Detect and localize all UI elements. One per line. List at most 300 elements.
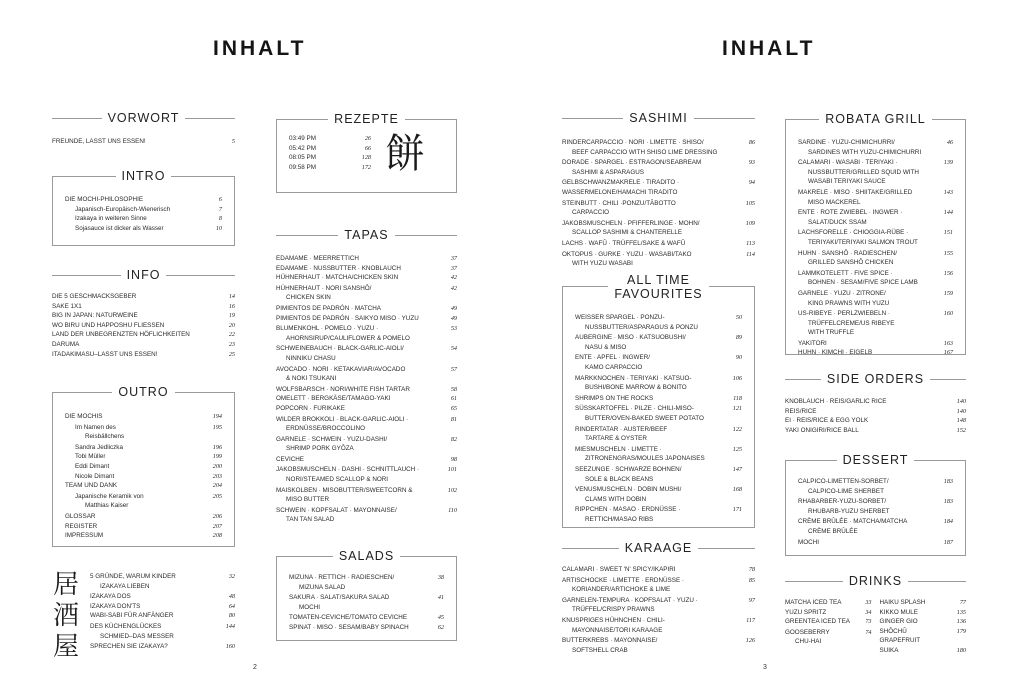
toc-entry-page-number: 42 xyxy=(450,284,457,292)
toc-entry-page-number: 64 xyxy=(228,602,235,610)
toc-entry[interactable] xyxy=(562,178,755,188)
toc-entry[interactable] xyxy=(562,239,755,249)
toc-entry-label-continued: BUTTER/OVEN-BAKED SWEET POTATO xyxy=(585,414,704,422)
right-page xyxy=(510,0,1020,689)
toc-entry-page-number: 5 xyxy=(231,138,235,145)
section-heading: SIDE ORDERS xyxy=(785,370,966,388)
toc-entry-label: MOCHI xyxy=(798,538,819,546)
toc-entry-page-number: 110 xyxy=(448,506,457,514)
toc-entry-page-number: 94 xyxy=(748,179,755,187)
toc-entry-label: 08:05 PM xyxy=(289,154,316,162)
page-number: 2 xyxy=(253,664,257,671)
toc-entry[interactable] xyxy=(276,314,457,324)
toc-entry-page-number: 151 xyxy=(943,229,953,237)
toc-entry-page-number: 179 xyxy=(956,627,966,635)
toc-entry-label-continued: KAMO CARPACCIO xyxy=(585,363,643,371)
toc-entry-page-number: 172 xyxy=(361,163,371,171)
toc-entry[interactable] xyxy=(575,465,742,484)
toc-entry-page-number: 46 xyxy=(946,139,953,146)
toc-entry-label: SAKURA · SALAT/SAKURA SALAD MOCHI xyxy=(289,593,430,612)
toc-entry-page-number: 194 xyxy=(212,413,222,420)
toc-entry-label: REIS/RICE xyxy=(785,407,817,415)
toc-entry[interactable] xyxy=(880,646,967,656)
toc-entry[interactable] xyxy=(785,598,872,608)
toc-list xyxy=(90,572,235,663)
toc-entry-label: DIE 5 GESCHMACKSGEBER xyxy=(52,293,137,300)
toc-entry-label-continued: CRÈME BRÛLÉE xyxy=(808,527,858,535)
toc-entry-page-number: 168 xyxy=(732,486,742,494)
toc-entry-page-number: 78 xyxy=(748,566,755,573)
toc-entry[interactable] xyxy=(90,602,235,612)
toc-entry-page-number: 58 xyxy=(450,385,457,393)
toc-entry-label-continued: CALPICO-LIME SHERBET xyxy=(808,487,884,495)
toc-entry-label: GREENTEA ICED TEA xyxy=(785,618,850,626)
toc-entry[interactable] xyxy=(52,330,235,340)
section-salads xyxy=(276,549,457,641)
toc-entry[interactable] xyxy=(575,353,742,372)
toc-entry[interactable] xyxy=(65,195,222,205)
toc-entry-label-continued: AHORNSIRUP/CAULIFLOWER & POMELO xyxy=(286,334,410,342)
toc-entry-label-continued: TRÜFFEL/CRISPY PRAWNS xyxy=(572,606,655,614)
toc-entry-label: SPINAT · MISO · SESAM/BABY SPINACH xyxy=(289,623,409,631)
toc-entry[interactable] xyxy=(798,339,953,349)
toc-list xyxy=(798,138,953,358)
toc-entry[interactable] xyxy=(90,642,235,652)
toc-entry-label-continued: SARDINES WITH YUZU-CHIMICHURRI xyxy=(808,148,922,156)
toc-entry[interactable] xyxy=(276,344,457,363)
toc-entry[interactable] xyxy=(276,264,457,274)
page-title: INHALT xyxy=(213,37,307,60)
toc-entry-page-number: 85 xyxy=(748,576,755,584)
toc-entry[interactable] xyxy=(52,350,235,360)
toc-entry[interactable] xyxy=(798,208,953,227)
toc-entry[interactable] xyxy=(276,415,457,434)
toc-entry-page-number: 199 xyxy=(212,453,222,461)
toc-entry[interactable] xyxy=(575,445,742,464)
toc-entry-label-continued: CARPACCIO xyxy=(572,209,609,217)
section-heading: VORWORT xyxy=(52,109,235,127)
toc-entry[interactable] xyxy=(65,472,222,482)
toc-entry-page-number: 196 xyxy=(212,443,222,451)
toc-entry-label: DORADE · SPARGEL · ESTRAGON/SEABREAM SASHIMI & ASPARAGUS xyxy=(562,158,741,177)
toc-entry[interactable] xyxy=(65,205,222,215)
section-karaage xyxy=(562,539,755,655)
toc-entry-label: TOMATEN-CEVICHE/TOMATO CEVICHE xyxy=(289,614,408,622)
toc-entry-label: AVOCADO · NORI · KETAKAVIAR/AVOCADO & NOKI TSUKANI xyxy=(276,365,443,384)
toc-entry-page-number: 171 xyxy=(732,506,742,514)
toc-entry-label-continued: MOCHI xyxy=(299,603,320,611)
toc-entry-label-continued: NINNIKU CHASU xyxy=(286,354,336,362)
section-heading: ALL TIME FAVOURITES xyxy=(575,273,742,303)
toc-entry[interactable] xyxy=(289,153,371,163)
toc-entry-label: EDAMAME · NUSSBUTTER · KNOBLAUCH xyxy=(276,264,401,272)
toc-entry-page-number: 140 xyxy=(956,398,966,405)
toc-entry[interactable] xyxy=(289,613,444,623)
toc-entry[interactable] xyxy=(65,443,222,453)
toc-entry[interactable] xyxy=(65,423,222,442)
toc-entry-label: DES KÜCHENGLÜCKES SCHMIED–DAS MESSER xyxy=(90,622,221,641)
page-title: INHALT xyxy=(722,37,816,60)
toc-entry[interactable] xyxy=(798,497,953,516)
toc-entry[interactable] xyxy=(276,404,457,414)
toc-entry[interactable] xyxy=(289,134,371,144)
toc-entry-label-continued: KORIANDER/ARTICHOKE & LIME xyxy=(572,586,671,594)
toc-entry[interactable] xyxy=(52,311,235,321)
toc-entry-page-number: 57 xyxy=(450,365,457,373)
toc-entry[interactable] xyxy=(798,477,953,496)
toc-entry-label-continued: SCALLOP SASHIMI & CHANTERELLE xyxy=(572,229,683,237)
toc-entry[interactable] xyxy=(562,636,755,655)
section-robata-grill xyxy=(785,112,966,357)
section-intro xyxy=(52,169,235,246)
section-heading: ROBATA GRILL xyxy=(798,110,953,128)
toc-entry-page-number: 113 xyxy=(746,239,755,247)
toc-entry[interactable] xyxy=(880,608,967,618)
izakaya-kanji: 居 酒 屋 xyxy=(52,570,79,662)
toc-entry[interactable] xyxy=(52,302,235,312)
toc-entry[interactable] xyxy=(276,254,457,264)
toc-entry[interactable] xyxy=(52,292,235,302)
toc-entry[interactable] xyxy=(575,485,742,504)
toc-entry-label: GARNELEN-TEMPURA · KOPFSALAT · YUZU · TRÜFFEL/CRISPY PRAWNS xyxy=(562,596,741,615)
toc-entry-label-continued: CHICKEN SKIN xyxy=(286,294,331,302)
toc-entry-label: RINDERTATAR · AUSTER/BEEF TARTARE & OYSTER xyxy=(575,425,728,444)
toc-entry-label: MIESMUSCHELN · LIMETTE · ZITRONENGRAS/MOULES JAPONAISES xyxy=(575,445,728,464)
toc-entry[interactable] xyxy=(289,573,444,592)
toc-entry[interactable] xyxy=(289,163,371,173)
toc-entry-page-number: 118 xyxy=(733,394,742,402)
toc-entry-page-number: 37 xyxy=(450,255,457,262)
toc-entry-label: CEVICHE xyxy=(276,455,304,463)
toc-entry-page-number: 156 xyxy=(943,269,953,277)
toc-entry-label: GINGER GIO xyxy=(879,618,918,626)
toc-entry-page-number: 20 xyxy=(228,321,235,329)
section-heading: INFO xyxy=(52,266,235,284)
toc-entry-label: WEISSER SPARGEL · PONZU- NUSSBUTTER/ASPARAGUS & PONZU xyxy=(575,313,728,332)
section-heading: REZEPTE xyxy=(289,110,444,128)
toc-entry-label-continued: KING PRAWNS WITH YUZU xyxy=(808,299,890,307)
toc-entry-page-number: 82 xyxy=(450,435,457,443)
toc-entry-page-number: 160 xyxy=(943,310,953,318)
toc-entry[interactable] xyxy=(798,517,953,536)
toc-list xyxy=(798,477,953,547)
toc-entry[interactable] xyxy=(276,304,457,314)
toc-entry-page-number: 195 xyxy=(212,423,222,431)
toc-entry[interactable] xyxy=(289,593,444,612)
toc-entry-label-continued: SASHIMI & ASPARAGUS xyxy=(572,168,644,176)
toc-entry[interactable] xyxy=(276,324,457,343)
toc-entry-page-number: 203 xyxy=(212,472,222,480)
toc-entry[interactable] xyxy=(276,365,457,384)
toc-entry-label-continued: RETTICH/MASAO RIBS xyxy=(585,515,654,523)
toc-entry[interactable] xyxy=(52,340,235,350)
toc-entry[interactable] xyxy=(798,538,953,548)
toc-entry[interactable] xyxy=(90,622,235,641)
toc-entry[interactable] xyxy=(575,333,742,352)
section-dessert xyxy=(785,453,966,556)
toc-entry-label-continued: SOFTSHELL CRAB xyxy=(572,646,628,654)
toc-entry[interactable] xyxy=(65,462,222,472)
toc-entry[interactable] xyxy=(562,188,755,198)
toc-entry-label-continued: IZAKAYA LIEBEN xyxy=(100,582,150,590)
toc-entry-label-continued: & NOKI TSUKANI xyxy=(286,375,337,383)
toc-entry-page-number: 122 xyxy=(732,425,742,433)
toc-entry-page-number: 126 xyxy=(745,637,755,645)
toc-entry-page-number: 6 xyxy=(218,196,222,203)
toc-entry[interactable] xyxy=(65,412,222,422)
toc-entry-label: WO BIRU UND HAPPOSHU FLIESSEN xyxy=(52,321,165,329)
toc-entry[interactable] xyxy=(880,627,967,646)
toc-entry[interactable] xyxy=(52,321,235,331)
toc-list xyxy=(785,397,966,435)
toc-entry-label: RHABARBER-YUZU-SORBET/ RHUBARB-YUZU SHERBET xyxy=(798,497,939,516)
toc-entry[interactable] xyxy=(785,416,966,426)
toc-entry[interactable] xyxy=(880,617,967,627)
toc-entry-page-number: 16 xyxy=(228,302,235,310)
toc-entry-label: 03:49 PM xyxy=(289,135,316,142)
toc-entry-label: Eddi Dimant xyxy=(75,462,110,470)
toc-entry[interactable] xyxy=(65,522,222,532)
toc-entry[interactable] xyxy=(562,565,755,575)
toc-entry-page-number: 121 xyxy=(732,405,742,413)
toc-entry[interactable] xyxy=(562,596,755,615)
toc-entry[interactable] xyxy=(798,289,953,308)
toc-entry-label: ITADAKIMASU–LASST UNS ESSEN! xyxy=(52,350,158,358)
toc-entry[interactable] xyxy=(798,188,953,207)
toc-entry-label-continued: WITH YUZU WASABI xyxy=(572,260,633,268)
section-heading: SASHIMI xyxy=(562,109,755,127)
toc-entry-label-continued: NASU & MISO xyxy=(585,343,627,351)
toc-entry[interactable] xyxy=(575,505,742,524)
toc-entry[interactable] xyxy=(785,608,872,618)
section-heading: DESSERT xyxy=(798,451,953,469)
toc-entry-page-number: 33 xyxy=(865,599,872,606)
toc-entry-label-continued: MAYONNAISE/TORI KARAAGE xyxy=(572,626,663,634)
section-heading: KARAAGE xyxy=(562,539,755,557)
toc-entry-label-continued: Reisbällchens xyxy=(85,433,125,441)
toc-entry-label: SÜSSKARTOFFEL · PILZE · CHILI-MISO- BUTTER/OVEN-BAKED SWEET POTATO xyxy=(575,404,728,423)
toc-entry[interactable] xyxy=(276,465,457,484)
toc-entry-page-number: 25 xyxy=(228,350,235,358)
toc-entry[interactable] xyxy=(798,158,953,187)
toc-entry[interactable] xyxy=(798,269,953,288)
toc-entry[interactable] xyxy=(798,228,953,247)
toc-entry-page-number: 152 xyxy=(956,426,966,434)
toc-entry[interactable] xyxy=(785,628,872,647)
toc-entry[interactable] xyxy=(276,273,457,283)
toc-entry-label: BUTTERKREBS · MAYONNAISE/ SOFTSHELL CRAB xyxy=(562,636,741,655)
toc-entry-label: US-RIBEYE · PERLZWIEBELN · TRÜFFELCREME/US RIBEYE WITH TRUFFLE xyxy=(798,309,939,338)
toc-entry-label: DARUMA xyxy=(52,340,80,348)
toc-entry[interactable] xyxy=(880,598,967,608)
toc-entry-label: SEEZUNGE · SCHWARZE BOHNEN/ SOLE & BLACK BEANS xyxy=(575,465,728,484)
toc-entry-label-continued: TRÜFFELCREME/US RIBEYE xyxy=(808,319,895,327)
toc-entry-label-continued: WASABI TERIYAKI SAUCE xyxy=(808,178,886,186)
toc-entry[interactable] xyxy=(785,426,966,436)
toc-entry-label-continued: BOHNEN · SESAM/FIVE SPICE LAMB xyxy=(808,279,918,287)
section-tapas xyxy=(276,226,457,525)
toc-entry-page-number: 148 xyxy=(956,417,966,425)
toc-entry[interactable] xyxy=(798,138,953,157)
toc-entry-label: AUBERGINE · MISO · KATSUOBUSHI/ NASU & MISO xyxy=(575,333,728,352)
toc-entry-label-continued: NUSSBUTTER/GRILLED SQUID WITH xyxy=(808,168,919,176)
toc-entry-label-continued: WITH TRUFFLE xyxy=(808,329,855,337)
section-heading: DRINKS xyxy=(785,572,966,590)
toc-entry[interactable] xyxy=(798,249,953,268)
toc-entry-page-number: 180 xyxy=(956,646,966,654)
toc-entry-page-number: 10 xyxy=(215,224,222,232)
toc-entry[interactable] xyxy=(276,506,457,525)
toc-entry-page-number: 8 xyxy=(218,215,222,223)
toc-list xyxy=(562,565,755,655)
toc-entry-label: HUHN · KIMCHI · EIGELB xyxy=(798,349,873,357)
toc-entry[interactable] xyxy=(785,407,966,417)
toc-entry-page-number: 206 xyxy=(212,512,222,520)
toc-entry-label: DIE MOCHIS xyxy=(65,413,103,420)
toc-entry[interactable] xyxy=(562,616,755,635)
toc-entry-label: SHŌCHŪ GRAPEFRUIT xyxy=(879,627,921,645)
toc-entry[interactable] xyxy=(289,623,444,633)
toc-entry[interactable] xyxy=(65,512,222,522)
toc-entry-label: YAKITORI xyxy=(798,339,827,347)
section-sashimi xyxy=(562,109,755,269)
toc-entry-label: OMELETT · BERGKÄSE/TAMAGO-YAKI xyxy=(276,395,391,403)
toc-entry-label: 05:42 PM xyxy=(289,144,316,152)
toc-entry-page-number: 101 xyxy=(447,466,457,474)
toc-entry-label: KIKKO MULE xyxy=(879,608,918,616)
toc-entry-page-number: 89 xyxy=(735,334,742,342)
toc-entry[interactable] xyxy=(575,374,742,393)
toc-entry-label-continued: MISO BUTTER xyxy=(286,496,330,504)
toc-entry[interactable] xyxy=(65,224,222,234)
toc-entry[interactable] xyxy=(562,158,755,177)
toc-entry-page-number: 147 xyxy=(732,465,742,473)
toc-entry[interactable] xyxy=(276,284,457,303)
toc-entry[interactable] xyxy=(562,199,755,218)
toc-entry[interactable] xyxy=(562,219,755,238)
toc-entry[interactable] xyxy=(575,313,742,332)
toc-entry[interactable] xyxy=(52,137,235,147)
toc-entry[interactable] xyxy=(276,455,457,465)
toc-entry[interactable] xyxy=(276,385,457,395)
toc-entry[interactable] xyxy=(276,486,457,505)
toc-list xyxy=(65,195,222,233)
toc-entry-label: Japanische Keramik von Matthias Kaiser xyxy=(65,492,208,511)
toc-entry[interactable] xyxy=(90,592,235,602)
toc-entry[interactable] xyxy=(562,138,755,157)
toc-entry[interactable] xyxy=(65,481,222,491)
toc-entry-page-number: 62 xyxy=(437,623,444,631)
section-info xyxy=(52,266,235,359)
toc-entry-page-number: 38 xyxy=(437,574,444,581)
toc-entry[interactable] xyxy=(65,531,222,541)
toc-entry-page-number: 61 xyxy=(450,395,457,403)
toc-entry-page-number: 102 xyxy=(447,486,457,494)
toc-entry-label: HÜHNERHAUT · NORI SANSHŌ/ CHICKEN SKIN xyxy=(276,284,443,303)
toc-entry-page-number: 48 xyxy=(228,593,235,601)
toc-entry-label: WASSERMELONE/HAMACHI TIRADITO xyxy=(562,188,678,196)
toc-entry-label: GLOSSAR xyxy=(65,512,96,520)
toc-entry-label: IZAKAYA DON'TS xyxy=(90,602,141,610)
toc-entry-page-number: 155 xyxy=(943,249,953,257)
toc-list xyxy=(562,138,755,269)
toc-entry-page-number: 86 xyxy=(748,139,755,146)
toc-list xyxy=(289,134,371,174)
toc-entry-label: Japanisch-Europäisch-Wienerisch xyxy=(75,205,171,213)
section-drinks xyxy=(785,572,966,656)
toc-entry-page-number: 187 xyxy=(943,538,953,546)
toc-entry-page-number: 183 xyxy=(943,478,953,485)
toc-entry-label: REGISTER xyxy=(65,522,98,530)
toc-entry-page-number: 98 xyxy=(450,455,457,463)
toc-entry-label-continued: MISO MACKEREL xyxy=(808,198,861,206)
toc-entry-page-number: 105 xyxy=(745,199,755,207)
toc-entry-label: RINDERCARPACCIO · NORI · LIMETTE · SHISO/ BEEF CARPACCIO WITH SHISO LIME DRESSING xyxy=(562,138,741,157)
toc-entry-label: MAKRELE · MISO · SHIITAKE/GRILLED MISO MACKEREL xyxy=(798,188,939,207)
toc-entry-page-number: 34 xyxy=(865,608,872,616)
toc-entry-label: KNUSPRIGES HÜHNCHEN · CHILI- MAYONNAISE/TORI KARAAGE xyxy=(562,616,741,635)
toc-entry[interactable] xyxy=(276,394,457,404)
toc-entry-label: TEAM UND DANK xyxy=(65,482,118,490)
toc-entry-label: ENTE · APFEL · INGWER/ KAMO CARPACCIO xyxy=(575,353,728,372)
toc-entry-label: LACHSFORELLE · CHIOGGIA-RÜBE · TERIYAKI/TERIYAKI SALMON TROUT xyxy=(798,228,939,247)
section-heading: TAPAS xyxy=(276,226,457,244)
toc-entry[interactable] xyxy=(90,572,235,591)
toc-entry-label: JAKOBSMUSCHELN · DASHI · SCHNITTLAUCH · NORI/STEAMED SCALLOP & NORI xyxy=(276,465,443,484)
section-izakaya xyxy=(52,570,235,663)
toc-entry[interactable] xyxy=(798,309,953,338)
toc-entry[interactable] xyxy=(65,214,222,224)
mochi-kanji: 餅 xyxy=(385,131,425,177)
toc-entry[interactable] xyxy=(562,576,755,595)
toc-entry-label: EDAMAME · MEERRETTICH xyxy=(276,255,359,262)
toc-entry[interactable] xyxy=(785,397,966,407)
toc-entry[interactable] xyxy=(90,611,235,621)
toc-entry[interactable] xyxy=(798,348,953,358)
section-rezepte xyxy=(276,112,457,193)
toc-entry-label: STEINBUTT · CHILI ·PONZU/TĀBOTTO CARPACCIO xyxy=(562,199,741,218)
toc-entry-page-number: 159 xyxy=(943,289,953,297)
toc-entry-label: Sandra Jedliczka xyxy=(75,443,123,451)
toc-entry[interactable] xyxy=(575,404,742,423)
section-heading: SALADS xyxy=(289,547,444,565)
toc-entry[interactable] xyxy=(785,617,872,627)
toc-entry-page-number: 114 xyxy=(746,250,755,258)
toc-entry-label-continued: SOLE & BLACK BEANS xyxy=(585,475,654,483)
toc-entry-label: BLUMENKOHL · POMELO · YUZU · AHORNSIRUP/CAULIFLOWER & POMELO xyxy=(276,324,443,343)
toc-entry-page-number: 163 xyxy=(943,339,953,347)
toc-entry[interactable] xyxy=(65,452,222,462)
toc-entry-label-continued: SHRIMP PORK GYŌZA xyxy=(286,445,354,453)
toc-entry[interactable] xyxy=(289,144,371,154)
toc-entry-page-number: 26 xyxy=(364,135,371,142)
toc-entry[interactable] xyxy=(65,492,222,511)
toc-entry[interactable] xyxy=(276,435,457,454)
toc-entry[interactable] xyxy=(575,394,742,404)
toc-entry[interactable] xyxy=(562,250,755,269)
toc-entry[interactable] xyxy=(575,425,742,444)
toc-entry-page-number: 53 xyxy=(450,325,457,333)
toc-entry-label-continued: SALAT/DUCK SSAM xyxy=(808,218,867,226)
toc-entry-page-number: 66 xyxy=(364,144,371,152)
toc-entry-page-number: 167 xyxy=(943,349,953,357)
toc-entry-page-number: 208 xyxy=(212,532,222,540)
toc-entry-page-number: 45 xyxy=(437,614,444,622)
toc-entry-label: JAKOBSMUSCHELN · PFIFFERLINGE · MOHN/ SCALLOP SASHIMI & CHANTERELLE xyxy=(562,219,741,238)
toc-entry-label: DIE MOCHI-PHILOSOPHIE xyxy=(65,196,144,203)
section-vorwort xyxy=(52,109,235,147)
toc-list xyxy=(289,573,444,633)
